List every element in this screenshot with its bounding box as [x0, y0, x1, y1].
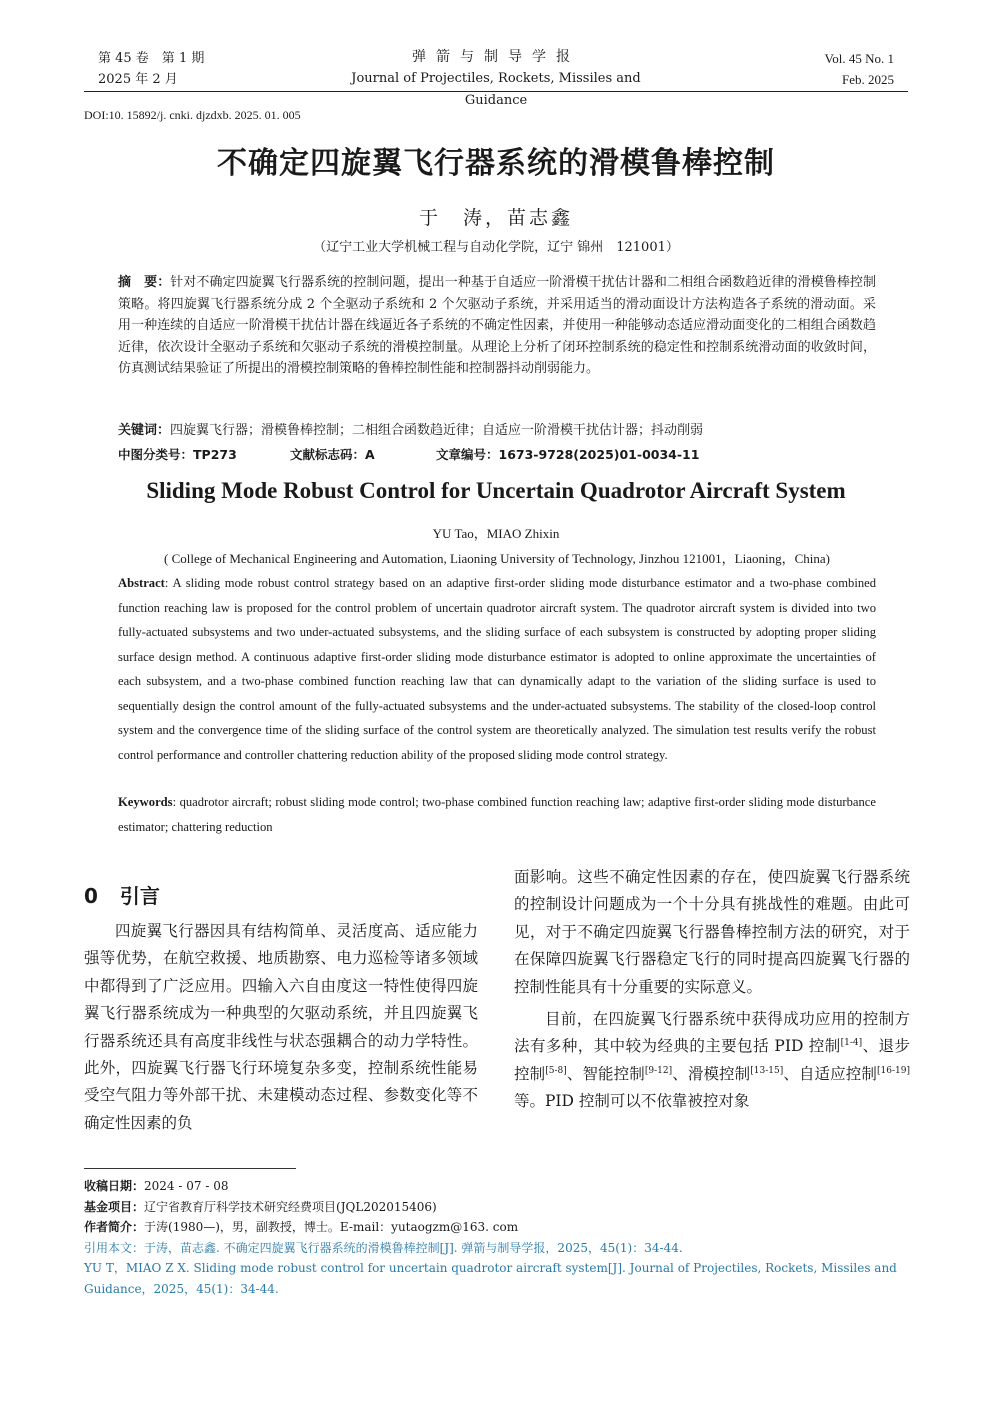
fund-value: 辽宁省教育厅科学技术研究经费项目(JQL202015406) — [144, 1199, 437, 1214]
abstract-cn — [118, 272, 876, 380]
section-title: 引言 — [119, 884, 160, 908]
body-paragraph: 四旋翼飞行器因具有结构简单、灵活度高、适应能力强等优势，在航空救援、地质勘察、电力巡检等诸多领域中都得到了广泛应用。四输入六自由度这一特性使得四旋翼飞行器系统成为一种典型的欠驱动系统，并且四旋翼飞行器系统还具有高度非线性与状态强耦合的动力学特性。此外，四旋翼飞行器飞行环境复杂多变，控制系统性能易受空气阻力等外部干扰、未建模动态过程、参数变化等不确定性因素的负 — [84, 922, 478, 1132]
footnotes — [84, 1176, 910, 1299]
body-text: 、滑模控制 — [672, 1064, 751, 1083]
abstract-cn-label: 摘 要： — [118, 275, 171, 290]
citation-ref[interactable]: [1-4] — [840, 1038, 863, 1049]
body-paragraph — [514, 1006, 910, 1116]
abstract-en-sep: : — [164, 576, 173, 590]
issue-date-en: Feb. 2025 — [842, 72, 894, 87]
journal-name-cn: 弹箭与制导学报 — [412, 49, 580, 65]
keywords-en-text: quadrotor aircraft; robust sliding mode control; two-phase combined function reaching law; adaptive first-order sliding mode disturbance estimator; chattering reduction — [118, 795, 876, 834]
authors-cn: 于 涛，苗志鑫 — [418, 207, 573, 229]
author-bio — [84, 1217, 910, 1238]
journal-issue-info — [98, 48, 204, 90]
abstract-en-text: A sliding mode robust control strategy based on an adaptive first-order sliding mode disturbance estimator and a two-phase combined function reaching law is proposed for the control problem of uncertain quadrotor aircraft system. The quadrotor aircraft system is divided into two fully-actuated subsystems and two under-actuated subsystems, and the sliding surface of each subsystem is constructed by adopting proper sliding surface design method. A continuous adaptive first-order sliding mode disturbance estimator is adopted to online approximate the uncertainties of each subsystem, and a two-phase combined function reaching law that can dynamically adapt to the variation of the sliding surface is used to sequentially design the control amount of the fully-actuated subsystems and the under-actuated subsystems. The stability of the closed-loop control system and the convergence time of the sliding surface of the control system are theoretically analyzed. The simulation test results verify the robust control performance and controller chattering reduction ability of the proposed sliding mode control strategy. — [118, 576, 877, 762]
body-column-right — [514, 864, 910, 1116]
keywords-cn-label: 关键词： — [118, 423, 171, 438]
received-date — [84, 1176, 910, 1197]
body-text: 目前，在四旋翼飞行器系统中获得成功应用的控制方法有多种，其中较为经典的主要包括 PID 控制 — [514, 1010, 910, 1056]
journal-name-en: Journal of Projectiles, Rockets, Missiles and Guidance — [351, 71, 641, 108]
section-number: 0 — [84, 884, 98, 908]
abstract-en-label: Abstract — [118, 576, 165, 590]
issue-date: 2025 年 2 月 — [98, 72, 178, 87]
body-text: 等。PID 控制可以不依靠被控对象 — [514, 1092, 750, 1111]
journal-issue-info-en — [825, 48, 894, 90]
affiliation-cn: （辽宁工业大学机械工程与自动化学院，辽宁 锦州 121001） — [313, 240, 679, 255]
paper-title-cn: 不确定四旋翼飞行器系统的滑模鲁棒控制 — [217, 146, 775, 181]
body-text: 、智能控制 — [566, 1064, 645, 1083]
author-bio-value: 于涛(1980—)，男，副教授，博士。E-mail：yutaogzm@163. com — [144, 1220, 519, 1234]
keywords-en — [118, 790, 876, 839]
body-paragraph: 面影响。这些不确定性因素的存在，使四旋翼飞行器系统的控制设计问题成为一个十分具有挑战性的难题。由此可见，对于不确定四旋翼飞行器鲁棒控制方法的研究，对于在保障四旋翼飞行器稳定飞行的同时提高四旋翼飞行器的控制性能具有十分重要的实际意义。 — [514, 868, 910, 996]
volume-issue: 第 45 卷 第 1 期 — [98, 51, 205, 66]
citation-ref[interactable]: [5-8] — [545, 1065, 567, 1076]
fund-project — [84, 1197, 910, 1218]
abstract-en — [118, 571, 876, 767]
keywords-cn — [118, 420, 876, 441]
citation-ref[interactable]: [16-19] — [876, 1065, 910, 1076]
citation-ref[interactable]: [9-12] — [644, 1065, 673, 1076]
received-value: 2024 - 07 - 08 — [144, 1179, 229, 1193]
body-text: 、自适应控制 — [783, 1064, 877, 1083]
article-number: 文章编号：1673-9728(2025)01-0034-11 — [436, 447, 700, 462]
header-divider — [84, 91, 908, 92]
body-column-left — [84, 918, 478, 1137]
keywords-en-sep: : — [172, 795, 180, 809]
fund-label: 基金项目： — [84, 1199, 145, 1214]
citation-en[interactable]: YU T，MIAO Z X. Sliding mode robust control for uncertain quadrotor aircraft system[J]. Journal of Projectiles, Rockets, Missiles and Guidance，2025，45(1)：34-44. — [84, 1261, 897, 1296]
authors-en: YU Tao，MIAO Zhixin — [432, 526, 560, 541]
body-text: 、退步控制 — [514, 1037, 910, 1083]
received-label: 收稿日期： — [84, 1179, 145, 1193]
doi: DOI:10. 15892/j. cnki. djzdxb. 2025. 01. 005 — [84, 108, 301, 122]
citation-cn[interactable]: 引用本文：于涛，苗志鑫. 不确定四旋翼飞行器系统的滑模鲁棒控制[J]. 弹箭与制导学报，2025，45(1)：34-44. — [84, 1240, 683, 1255]
keywords-en-label: Keywords — [118, 795, 173, 809]
document-code: 文献标志码：A — [290, 447, 375, 462]
paper-title-en: Sliding Mode Robust Control for Uncertain Quadrotor Aircraft System — [146, 478, 846, 503]
journal-name — [320, 46, 672, 112]
author-bio-label: 作者简介： — [84, 1220, 145, 1234]
citation-ref[interactable]: [13-15] — [750, 1065, 784, 1076]
affiliation-en: ( College of Mechanical Engineering and Automation, Liaoning University of Technology, Jinzhou 121001，Liaoning，China) — [164, 551, 830, 566]
volume-issue-en: Vol. 45 No. 1 — [824, 51, 894, 66]
footnote-divider — [84, 1168, 296, 1169]
keywords-cn-text: 四旋翼飞行器；滑模鲁棒控制；二相组合函数趋近律；自适应一阶滑模干扰估计器；抖动削弱 — [170, 423, 704, 438]
clc-number: 中图分类号：TP273 — [118, 447, 237, 462]
abstract-cn-text: 针对不确定四旋翼飞行器系统的控制问题，提出一种基于自适应一阶滑模干扰估计器和二相组合函数趋近律的滑模鲁棒控制策略。将四旋翼飞行器系统分成 2 个全驱动子系统和 2 个欠驱动子系统，并采用适当的滑动面设计方法构造各子系统的滑动面。采用一种连续的自适应一阶滑模干扰估计器在线逼近各子系统的不确定性因素，并使用一种能够动态适应滑动面变化的二相组合函数趋近律，依次设计全驱动子系统和欠驱动子系统的滑模控制量。从理论上分析了闭环控制系统的稳定性和控制系统滑动面的收敛时间，仿真测试结果验证了所提出的滑模控制策略的鲁棒控制性能和控制器抖动削弱能力。 — [118, 275, 876, 376]
section-heading-introduction — [84, 880, 160, 909]
